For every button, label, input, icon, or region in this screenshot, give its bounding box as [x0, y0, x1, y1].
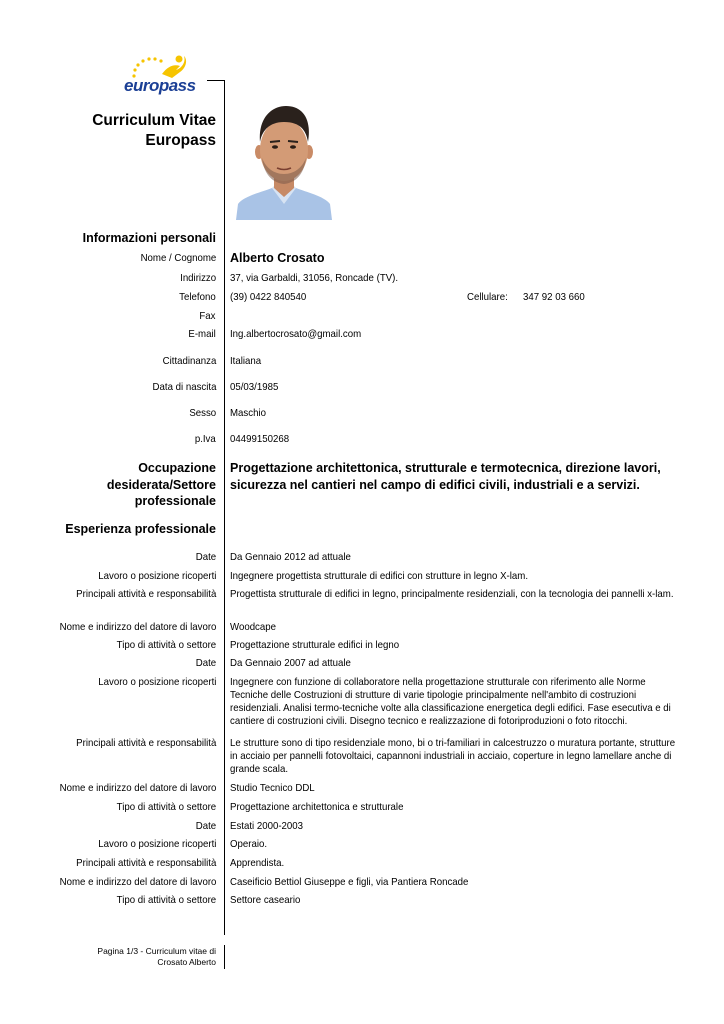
label-sector: Tipo di attività o settore: [116, 894, 216, 906]
label-date: Date: [195, 551, 216, 563]
job-date: Estati 2000-2003: [230, 820, 304, 832]
job-employer: Caseificio Bettiol Giuseppe e figli, via Pantiera Roncade: [230, 876, 469, 888]
job-activities: Apprendista.: [230, 857, 285, 869]
job-date: Da Gennaio 2012 ad attuale: [230, 551, 351, 563]
job-position: Ingegnere progettista strutturale di edifici con strutture in legno X-lam.: [230, 570, 529, 582]
value-phone: (39) 0422 840540: [230, 291, 307, 303]
label-fax: Fax: [199, 310, 216, 322]
value-email: Ing.albertocrosato@gmail.com: [230, 328, 362, 340]
label-phone: Telefono: [179, 291, 216, 303]
label-position: Lavoro o posizione ricoperti: [97, 838, 216, 850]
value-address: 37, via Garbaldi, 31056, Roncade (TV).: [230, 272, 399, 284]
footer-line1: Pagina 1/3 - Curriculum vitae di: [97, 946, 216, 956]
cv-title-line1: Curriculum Vitae: [92, 112, 216, 129]
label-position: Lavoro o posizione ricoperti: [97, 676, 216, 688]
job-sector: Progettazione architettonica e strutturale: [230, 801, 404, 813]
job-sector: Settore caseario: [230, 894, 301, 906]
job-position: Operaio.: [230, 838, 268, 850]
label-occupation: [107, 460, 216, 510]
job-sector: Progettazione strutturale edifici in legno: [230, 639, 400, 651]
section-title-experience: Esperienza professionale: [65, 522, 216, 536]
person-name: Alberto Crosato: [230, 251, 325, 265]
value-mobile: 347 92 03 660: [523, 291, 585, 303]
value-birth: 05/03/1985: [230, 381, 279, 393]
value-occupation: Progettazione architettonica, strutturale e termotecnica, direzione lavori, sicurezza nel cantieri nel campo di edifici civili, industriali e a servizi.: [230, 461, 661, 492]
value-citizenship: Italiana: [230, 355, 262, 367]
job-employer: Studio Tecnico DDL: [230, 782, 315, 794]
label-vat: p.Iva: [195, 433, 216, 445]
label-occupation-line3: professionale: [134, 494, 216, 508]
europass-logo-text: europass: [124, 76, 196, 95]
label-occupation-line1: Occupazione: [138, 461, 216, 475]
section-title-personal: Informazioni personali: [82, 231, 216, 245]
label-employer: Nome e indirizzo del datore di lavoro: [59, 876, 216, 888]
label-name: Nome / Cognome: [140, 252, 216, 264]
page-footer: [97, 946, 216, 968]
label-activities: Principali attività e responsabilità: [75, 588, 216, 600]
label-occupation-line2: desiderata/Settore: [106, 477, 216, 492]
cv-title: [92, 111, 216, 151]
label-email: E-mail: [188, 328, 216, 340]
vertical-divider: [224, 80, 225, 935]
profile-photo: [234, 100, 334, 220]
footer-line2: Crosato Alberto: [157, 957, 216, 967]
label-citizenship: Cittadinanza: [162, 355, 216, 367]
value-sex: Maschio: [230, 407, 266, 419]
job-activities: Le strutture sono di tipo residenziale mono, bi o tri-familiari in calcestruzzo o muratura portante, strutture in acciaio per pannelli fotovoltaici, capannoni industriali in acciaio, coperture in legno lamellare anche di grande scala.: [230, 737, 676, 775]
label-mobile: Cellulare:: [467, 291, 508, 303]
label-birth: Data di nascita: [152, 381, 216, 393]
europass-logo: [122, 52, 212, 98]
job-activities: Progettista strutturale di edifici in legno, principalmente residenziali, con la tecnologia dei pannelli x-lam.: [230, 588, 674, 600]
footer-divider: [224, 945, 225, 969]
label-date: Date: [195, 820, 216, 832]
label-address: Indirizzo: [180, 272, 216, 284]
cv-title-line2: Europass: [145, 132, 216, 149]
value-vat: 04499150268: [230, 433, 290, 445]
label-sector: Tipo di attività o settore: [116, 801, 216, 813]
job-date: Da Gennaio 2007 ad attuale: [230, 657, 351, 669]
job-position: Ingegnere con funzione di collaboratore nella progettazione strutturale con riferimento alle Norme Tecniche delle Costruzioni di strutture di varie tipologie principalmente nell'ambito di costruzioni residenziali. Analisi termo-tecniche volte alla classificazione energetica degli edifici. Fase esecutiva e di cantiere di costruzioni civili. Disegno tecnico e realizzazione di fotoriproduzioni o foto ritocchi.: [230, 676, 671, 727]
label-date: Date: [195, 657, 216, 669]
profile-photo-graphic: [234, 100, 334, 220]
label-activities: Principali attività e responsabilità: [75, 857, 216, 869]
job-employer: Woodcape: [230, 621, 277, 633]
label-sex: Sesso: [189, 407, 216, 419]
label-position: Lavoro o posizione ricoperti: [97, 570, 216, 582]
label-employer: Nome e indirizzo del datore di lavoro: [59, 782, 216, 794]
label-sector: Tipo di attività o settore: [116, 639, 216, 651]
label-employer: Nome e indirizzo del datore di lavoro: [59, 621, 216, 633]
label-activities: Principali attività e responsabilità: [75, 737, 216, 749]
